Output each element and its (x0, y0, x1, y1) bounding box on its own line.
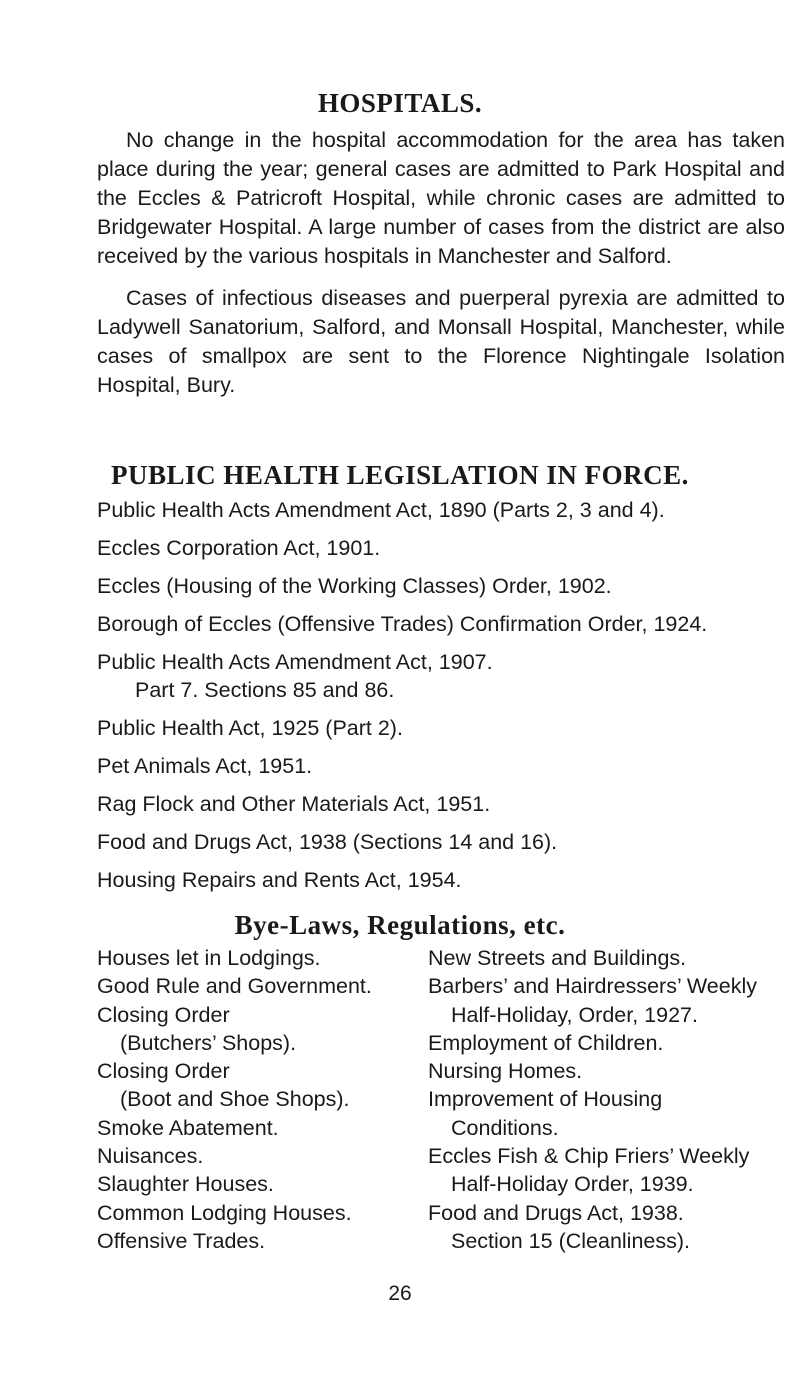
byelaw-item (97, 1114, 427, 1142)
legislation-item-continuation: Part 7. Sections 85 and 86. (135, 678, 395, 702)
hospitals-heading: HOSPITALS. (317, 88, 483, 118)
byelaw-item-text: Common Lodging Houses. (97, 1200, 352, 1225)
legislation-item (97, 828, 787, 856)
legislation-item-text: Food and Drugs Act, 1938 (Sections 14 and 16). (97, 830, 558, 854)
legislation-item-text: Eccles Corporation Act, 1901. (97, 536, 381, 560)
byelaw-item (97, 1057, 427, 1114)
legislation-item-text: Eccles (Housing of the Working Classes) Order, 1902. (97, 574, 612, 598)
byelaw-item-text: Good Rule and Government. (97, 974, 372, 999)
regulation-item-text: Improvement of Housing (428, 1087, 663, 1112)
regulation-item-text: Barbers’ and Hairdressers’ Weekly (428, 974, 757, 999)
legislation-item (97, 790, 787, 818)
regulation-item (428, 1085, 798, 1142)
regulation-item-continuation: Half-Holiday, Order, 1927. (451, 1002, 698, 1027)
byelaw-item (97, 1199, 427, 1227)
byelaw-item (97, 1001, 427, 1058)
regulation-item-continuation: Conditions. (451, 1115, 559, 1140)
byelaw-item (97, 1170, 427, 1198)
regulation-item-continuation: Half-Holiday Order, 1939. (451, 1172, 694, 1197)
page-number: 26 (388, 1282, 412, 1305)
legislation-item-text: Public Health Act, 1925 (Part 2). (97, 716, 403, 740)
hospitals-paragraph: No change in the hospital accommodation for the area has taken place during the year; general cases are admitted to Park Hospital and the Eccles & Patricroft Hospital, while chronic cases are admitted to Bridgewater Hospital. A large number of cases from the district are also received by the various hospitals in Manchester and Salford. (97, 128, 785, 268)
legislation-item (97, 534, 787, 562)
byelaw-item-text: Offensive Trades. (97, 1228, 266, 1253)
byelaw-item-text: Slaughter Houses. (97, 1172, 274, 1197)
legislation-item (97, 648, 787, 704)
legislation-heading: PUBLIC HEALTH LEGISLATION IN FORCE. (111, 460, 689, 490)
regulation-item-text: Employment of Children. (428, 1030, 664, 1055)
regulation-item (428, 1029, 798, 1057)
byelaw-item-text: Nuisances. (97, 1144, 204, 1169)
legislation-item (97, 572, 787, 600)
byelaw-item (97, 972, 427, 1000)
byelaw-item-text: Closing Order (97, 1059, 230, 1084)
regulation-item-text: Eccles Fish & Chip Friers’ Weekly (428, 1144, 750, 1169)
legislation-item (97, 714, 787, 742)
hospitals-section (97, 126, 785, 400)
legislation-item (97, 752, 787, 780)
byelaw-item-continuation: (Butchers’ Shops). (120, 1030, 297, 1055)
regulation-item (428, 1199, 798, 1256)
byelaws-right-column (428, 944, 798, 1255)
regulation-item (428, 1142, 798, 1199)
legislation-item-text: Pet Animals Act, 1951. (97, 754, 313, 778)
byelaw-item (97, 1227, 427, 1255)
byelaw-item-text: Houses let in Lodgings. (97, 946, 321, 970)
legislation-item (97, 866, 787, 894)
hospitals-paragraph: Cases of infectious diseases and puerperal pyrexia are admitted to Ladywell Sanatorium, Salford, and Monsall Hospital, Manchester, while cases of smallpox are sent to the Florence Nightingale Isolation Hospital, Bury. (97, 286, 785, 397)
regulation-item (428, 1057, 798, 1085)
byelaw-item-text: Closing Order (97, 1002, 230, 1027)
legislation-item-text: Public Health Acts Amendment Act, 1890 (Parts 2, 3 and 4). (97, 498, 665, 522)
legislation-list (97, 496, 787, 904)
byelaw-item-continuation: (Boot and Shoe Shops). (120, 1087, 350, 1112)
regulation-item-text: Food and Drugs Act, 1938. (428, 1200, 684, 1225)
legislation-item-text: Public Health Acts Amendment Act, 1907. (97, 650, 493, 674)
byelaws-heading: Bye-Laws, Regulations, etc. (234, 910, 566, 940)
regulation-item-text: New Streets and Buildings. (428, 946, 687, 970)
legislation-item-text: Borough of Eccles (Offensive Trades) Confirmation Order, 1924. (97, 612, 708, 636)
regulation-item-text: Nursing Homes. (428, 1059, 583, 1084)
legislation-item-text: Housing Repairs and Rents Act, 1954. (97, 868, 462, 892)
legislation-item (97, 496, 787, 524)
byelaws-left-column (97, 944, 427, 1255)
byelaw-item (97, 944, 427, 972)
byelaw-item-text: Smoke Abatement. (97, 1115, 279, 1140)
regulation-item-continuation: Section 15 (Cleanliness). (451, 1228, 691, 1253)
regulation-item (428, 944, 798, 972)
legislation-item-text: Rag Flock and Other Materials Act, 1951. (97, 792, 491, 816)
legislation-item (97, 610, 787, 638)
regulation-item (428, 972, 798, 1029)
byelaw-item (97, 1142, 427, 1170)
